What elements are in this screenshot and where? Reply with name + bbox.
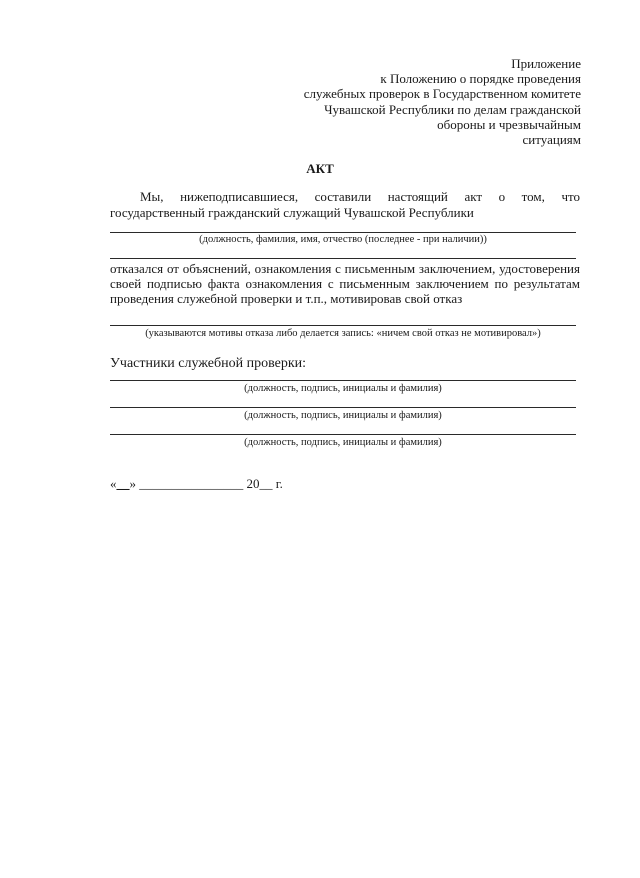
appendix-header [304,56,581,147]
date-month-blank: ________________ [139,476,244,491]
intro-line-1 [110,189,580,204]
appendix-line: обороны и чрезвычайным [437,116,581,132]
participants-label: Участники служебной проверки: [110,356,307,371]
appendix-line: к Положению о порядке проведения [380,71,581,87]
signature-line-1 [110,380,576,381]
document-title: АКТ [306,161,334,176]
motive-caption: (указываются мотивы отказа либо делается запись: «ничем свой отказ не мотивировал») [145,328,541,339]
appendix-line: ситуациям [522,132,581,148]
employee-line-2 [110,258,576,259]
date-open-quote: « [110,476,117,491]
signature-caption-3: (должность, подпись, инициалы и фамилия) [244,437,442,448]
date-close-quote: » [129,476,136,491]
date-year-suffix: г. [275,476,283,491]
date-year-prefix: 20 [246,476,260,491]
motive-line [110,325,576,326]
appendix-line: Чувашской Республики по делам гражданской [324,101,581,117]
intro-paragraph [110,189,580,220]
date-day-blank: __ [116,476,130,491]
date-year-blank: __ [259,476,273,491]
date-line [110,476,283,492]
refusal-paragraph: отказался от объяснений, ознакомления с письменным заключением, удостоверения своей подписью факта ознакомления с письменным заключением по результатам проведения служебной проверки и т.п., мотивировав свой отказ [110,261,580,306]
signature-line-3 [110,434,576,435]
employee-caption: (должность, фамилия, имя, отчество (последнее - при наличии)) [199,234,487,245]
signature-caption-2: (должность, подпись, инициалы и фамилия) [244,410,442,421]
appendix-line: служебных проверок в Государственном комитете [303,86,581,102]
employee-line [110,232,576,233]
signature-caption-1: (должность, подпись, инициалы и фамилия) [244,383,442,394]
intro-line-1-text: Мы, нижеподписавшиеся, составили настоящий акт о том, что [140,189,580,204]
appendix-line: Приложение [511,56,581,71]
intro-line-2: государственный гражданский служащий Чувашской Республики [110,205,474,220]
signature-line-2 [110,407,576,408]
